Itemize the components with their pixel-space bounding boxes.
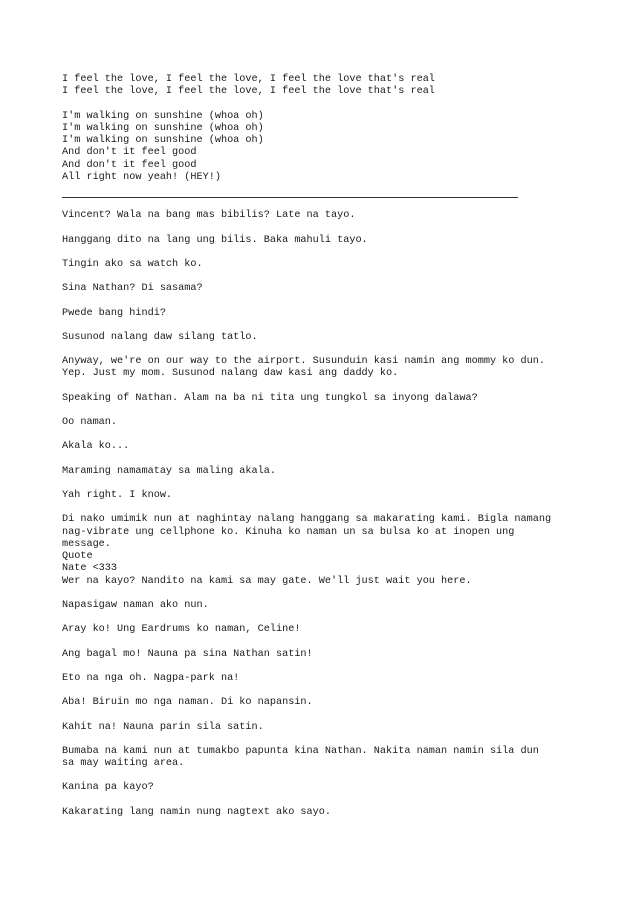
section-divider bbox=[62, 197, 518, 198]
story-paragraph bbox=[62, 600, 602, 612]
story-line: Nate <333 bbox=[62, 563, 118, 575]
lyric-line: I feel the love, I feel the love, I feel the love that's real bbox=[62, 74, 435, 85]
story-paragraph bbox=[62, 722, 602, 734]
story-paragraph bbox=[62, 308, 602, 320]
story-line: Bumaba na kami nun at tumakbo papunta kina Nathan. Nakita naman namin sila dun bbox=[62, 745, 539, 757]
story-paragraph bbox=[62, 649, 602, 661]
story-paragraph bbox=[62, 782, 602, 794]
story-line: Quote bbox=[62, 551, 93, 563]
story-paragraph bbox=[62, 466, 602, 478]
story-line: Maraming namamatay sa maling akala. bbox=[62, 465, 276, 477]
lyrics-block-2 bbox=[62, 111, 602, 185]
story-line: Aray ko! Ung Eardrums ko naman, Celine! bbox=[62, 624, 301, 636]
lyric-line: I'm walking on sunshine (whoa oh) bbox=[62, 135, 264, 147]
story-line: Oo naman. bbox=[62, 417, 118, 429]
story-line: nag-vibrate ung cellphone ko. Kinuha ko naman un sa bulsa ko at inopen ung bbox=[62, 526, 515, 538]
story-line: Kanina pa kayo? bbox=[62, 782, 154, 794]
story-paragraph bbox=[62, 259, 602, 271]
story-line: Sina Nathan? Di sasama? bbox=[62, 283, 203, 295]
story-paragraph bbox=[62, 624, 602, 636]
story-paragraph bbox=[62, 210, 602, 222]
story-paragraph bbox=[62, 514, 602, 588]
story-line: Vincent? Wala na bang mas bibilis? Late na tayo. bbox=[62, 210, 356, 222]
lyric-line: And don't it feel good bbox=[62, 147, 197, 159]
story-paragraph bbox=[62, 697, 602, 709]
story-line: Pwede bang hindi? bbox=[62, 307, 166, 319]
story-paragraph bbox=[62, 490, 602, 502]
story-paragraph bbox=[62, 417, 602, 429]
story-line: sa may waiting area. bbox=[62, 758, 185, 770]
story-paragraph bbox=[62, 673, 602, 685]
lyric-line: I'm walking on sunshine (whoa oh) bbox=[62, 110, 264, 122]
lyrics-block-1 bbox=[62, 74, 602, 99]
story-paragraph bbox=[62, 746, 602, 771]
story-line: Tingin ako sa watch ko. bbox=[62, 258, 203, 270]
story-paragraph bbox=[62, 235, 602, 247]
story-line: Wer na kayo? Nandito na kami sa may gate. We'll just wait you here. bbox=[62, 575, 472, 587]
story-line: Speaking of Nathan. Alam na ba ni tita ung tungkol sa inyong dalawa? bbox=[62, 392, 478, 404]
story-paragraph bbox=[62, 807, 602, 819]
story-line: Yah right. I know. bbox=[62, 489, 173, 501]
lyric-line: I'm walking on sunshine (whoa oh) bbox=[62, 122, 264, 134]
lyric-line: I feel the love, I feel the love, I feel the love that's real bbox=[62, 86, 435, 98]
lyric-line: All right now yeah! (HEY!) bbox=[62, 172, 221, 184]
story-line: message. bbox=[62, 538, 111, 550]
story-paragraph bbox=[62, 332, 602, 344]
story-line: Kakarating lang namin nung nagtext ako sayo. bbox=[62, 806, 331, 818]
story-line: Kahit na! Nauna parin sila satin. bbox=[62, 721, 264, 733]
story-paragraph bbox=[62, 356, 602, 381]
story-line: Yep. Just my mom. Susunod nalang daw kasi ang daddy ko. bbox=[62, 368, 399, 380]
story-paragraph bbox=[62, 283, 602, 295]
story-line: Akala ko... bbox=[62, 441, 130, 453]
story-body bbox=[62, 210, 602, 819]
document-page bbox=[62, 74, 602, 819]
story-line: Eto na nga oh. Nagpa-park na! bbox=[62, 672, 240, 684]
story-line: Hanggang dito na lang ung bilis. Baka mahuli tayo. bbox=[62, 234, 368, 246]
story-line: Ang bagal mo! Nauna pa sina Nathan satin! bbox=[62, 648, 313, 660]
story-line: Susunod nalang daw silang tatlo. bbox=[62, 331, 258, 343]
story-paragraph bbox=[62, 393, 602, 405]
lyric-line: And don't it feel good bbox=[62, 159, 197, 171]
story-line: Anyway, we're on our way to the airport. Susunduin kasi namin ang mommy ko dun. bbox=[62, 356, 545, 368]
story-paragraph bbox=[62, 441, 602, 453]
story-line: Napasigaw naman ako nun. bbox=[62, 600, 209, 612]
story-line: Aba! Biruin mo nga naman. Di ko napansin. bbox=[62, 697, 313, 709]
story-line: Di nako umimik nun at naghintay nalang hanggang sa makarating kami. Bigla namang bbox=[62, 514, 552, 526]
